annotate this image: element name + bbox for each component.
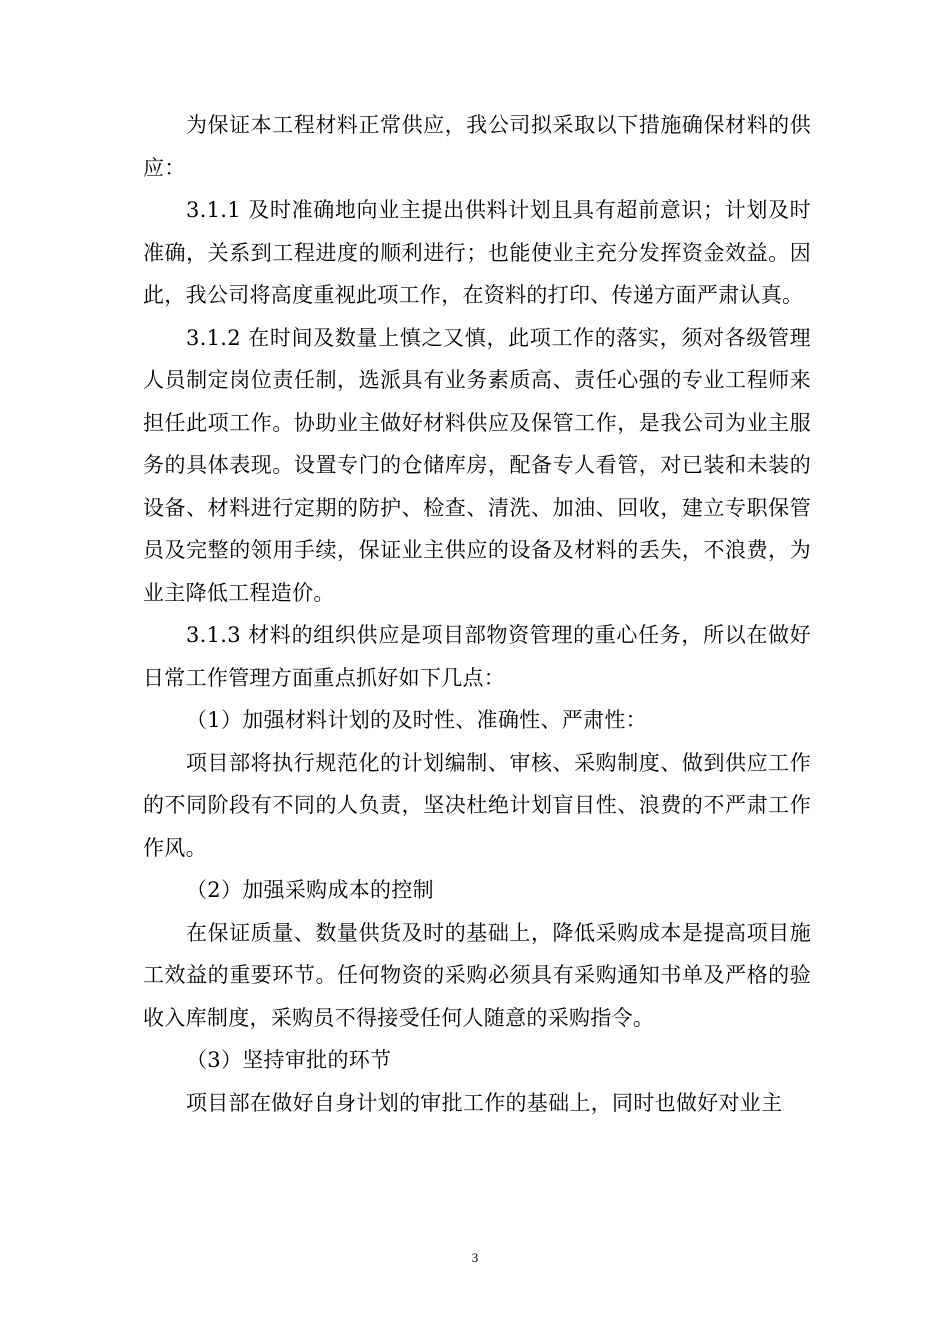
section-3-1-3-paragraph: 3.1.3 材料的组织供应是项目部物资管理的重心任务，所以在做好日常工作管理方面重点抓好如下几点： [143,623,811,690]
subheading-2: （2）加强采购成本的控制 [186,878,434,902]
subsection-3-paragraph: 项目部在做好自身计划的审批工作的基础上，同时也做好对业主 [186,1090,783,1115]
subheading-1: （1）加强材料计划的及时性、准确性、严肃性： [186,708,647,732]
subsection-1-paragraph: 项目部将执行规范化的计划编制、审核、采购制度、做到供应工作的不同阶段有不同的人负责，坚决杜绝计划盲目性、浪费的不严肃工作作风。 [143,750,811,860]
subheading-3: （3）坚持审批的环节 [186,1048,392,1072]
document-body [143,104,811,1124]
page-number: 3 [471,1250,479,1265]
section-3-1-1-paragraph: 3.1.1 及时准确地向业主提出供料计划且具有超前意识；计划及时准确，关系到工程进度的顺利进行；也能使业主充分发挥资金效益。因此，我公司将高度重视此项工作，在资料的打印、传递方面严肃认真。 [143,198,811,307]
section-3-1-2-paragraph: 3.1.2 在时间及数量上慎之又慎，此项工作的落实，须对各级管理人员制定岗位责任制，选派具有业务素质高、责任心强的专业工程师来担任此项工作。协助业主做好材料供应及保管工作，是我公司为业主服务的具体表现。设置专门的仓储库房，配备专人看管，对已装和未装的设备、材料进行定期的防护、检查、清洗、加油、回收，建立专职保管员及完整的领用手续，保证业主供应的设备及材料的丢失，不浪费，为业主降低工程造价。 [143,325,811,605]
intro-paragraph: 为保证本工程材料正常供应，我公司拟采取以下措施确保材料的供应： [143,113,811,180]
subsection-2-paragraph: 在保证质量、数量供货及时的基础上，降低采购成本是提高项目施工效益的重要环节。任何物资的采购必须具有采购通知书单及严格的验收入库制度，采购员不得接受任何人随意的采购指令。 [143,920,811,1030]
